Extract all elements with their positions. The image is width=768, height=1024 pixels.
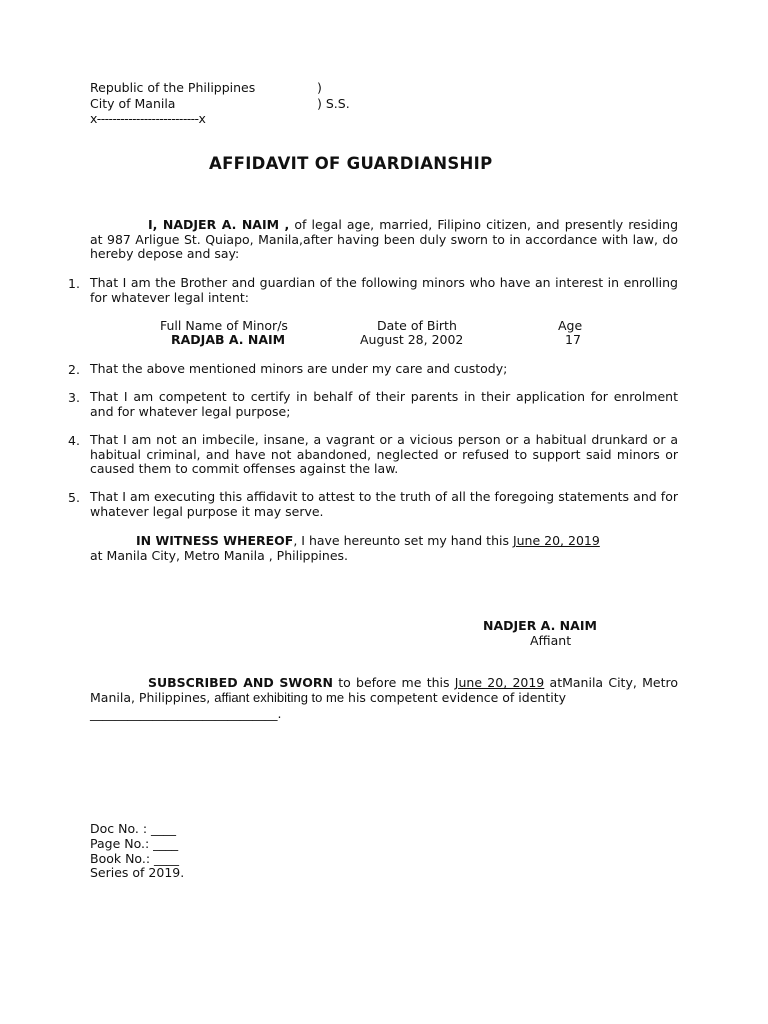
witness-lead: IN WITNESS WHEREOF [136,533,294,548]
table-header-dob: Date of Birth [377,318,457,333]
document-title: AFFIDAVIT OF GUARDIANSHIP [209,154,493,173]
item-text: That the above mentioned minors are under my care and custody; [90,361,508,376]
item-text: That I am executing this affidavit to attest to the truth of all the foregoing statements and for whatever legal purpose it may serve. [90,489,678,519]
republic-label: Republic of the Philippines [90,80,256,95]
header-divider: x--------------------------x [90,111,206,126]
book-number: Book No.: ____ [90,851,180,866]
jurat-text: to before me this [332,675,455,690]
jurat-paragraph [90,676,678,705]
item-number: 5. [68,490,80,505]
table-header-age: Age [558,318,583,333]
affiant-signature-name: NADJER A. NAIM [483,618,597,633]
item-number: 3. [68,390,80,405]
item-number: 4. [68,433,80,448]
jurat-text: affiant exhibiting to me [214,689,345,705]
jurat-text: atManila City, Metro Manila, Philippines, [90,675,679,705]
jurat-date: June 20, 2019 [454,675,545,690]
witness-text: , I have hereunto set my hand this [293,533,513,548]
series-year: Series of 2019. [90,865,185,880]
witness-line-2: at Manila City, Metro Manila , Philippines. [90,548,349,563]
jurat-text: his competent evidence of identity [344,689,566,705]
witness-line-1 [136,533,600,548]
item-text: That I am the Brother and guardian of the following minors who have an interest in enrolling for whatever legal intent: [90,275,678,305]
minor-age: 17 [565,332,581,347]
affiant-role: Affiant [530,633,572,648]
minor-dob: August 28, 2002 [360,332,464,347]
city-label: City of Manila [90,96,176,111]
intro-paragraph [90,218,678,262]
ss-mark: ) S.S. [317,96,350,111]
item-text: That I am competent to certify in behalf of their parents in their application for enrolment and for whatever legal purpose; [90,389,678,419]
affiant-name-inline: I, NADJER A. NAIM , [148,217,290,232]
witness-date: June 20, 2019 [512,533,600,548]
doc-number: Doc No. : ____ [90,821,177,836]
item-text: That I am not an imbecile, insane, a vagrant or a vicious person or a habitual drunkard or a habitual criminal, and have not abandoned, neglected or refused to support said minors or caused them to commit offenses against the law. [90,432,678,477]
page-number: Page No.: ____ [90,836,179,851]
table-header-name: Full Name of Minor/s [160,318,288,333]
identity-blank: ______________________________. [90,706,282,721]
paren-mark: ) [317,80,322,95]
jurat-lead: SUBSCRIBED AND SWORN [148,675,333,690]
minor-name: RADJAB A. NAIM [171,332,286,347]
intro-text: of legal age, married, Filipino citizen, and presently residing at 987 Arligue St. Quiapo, Manila,after having been duly sworn to in accordance with law, do hereby depose and say: [90,217,679,262]
item-number: 2. [68,362,80,377]
item-number: 1. [68,276,80,291]
